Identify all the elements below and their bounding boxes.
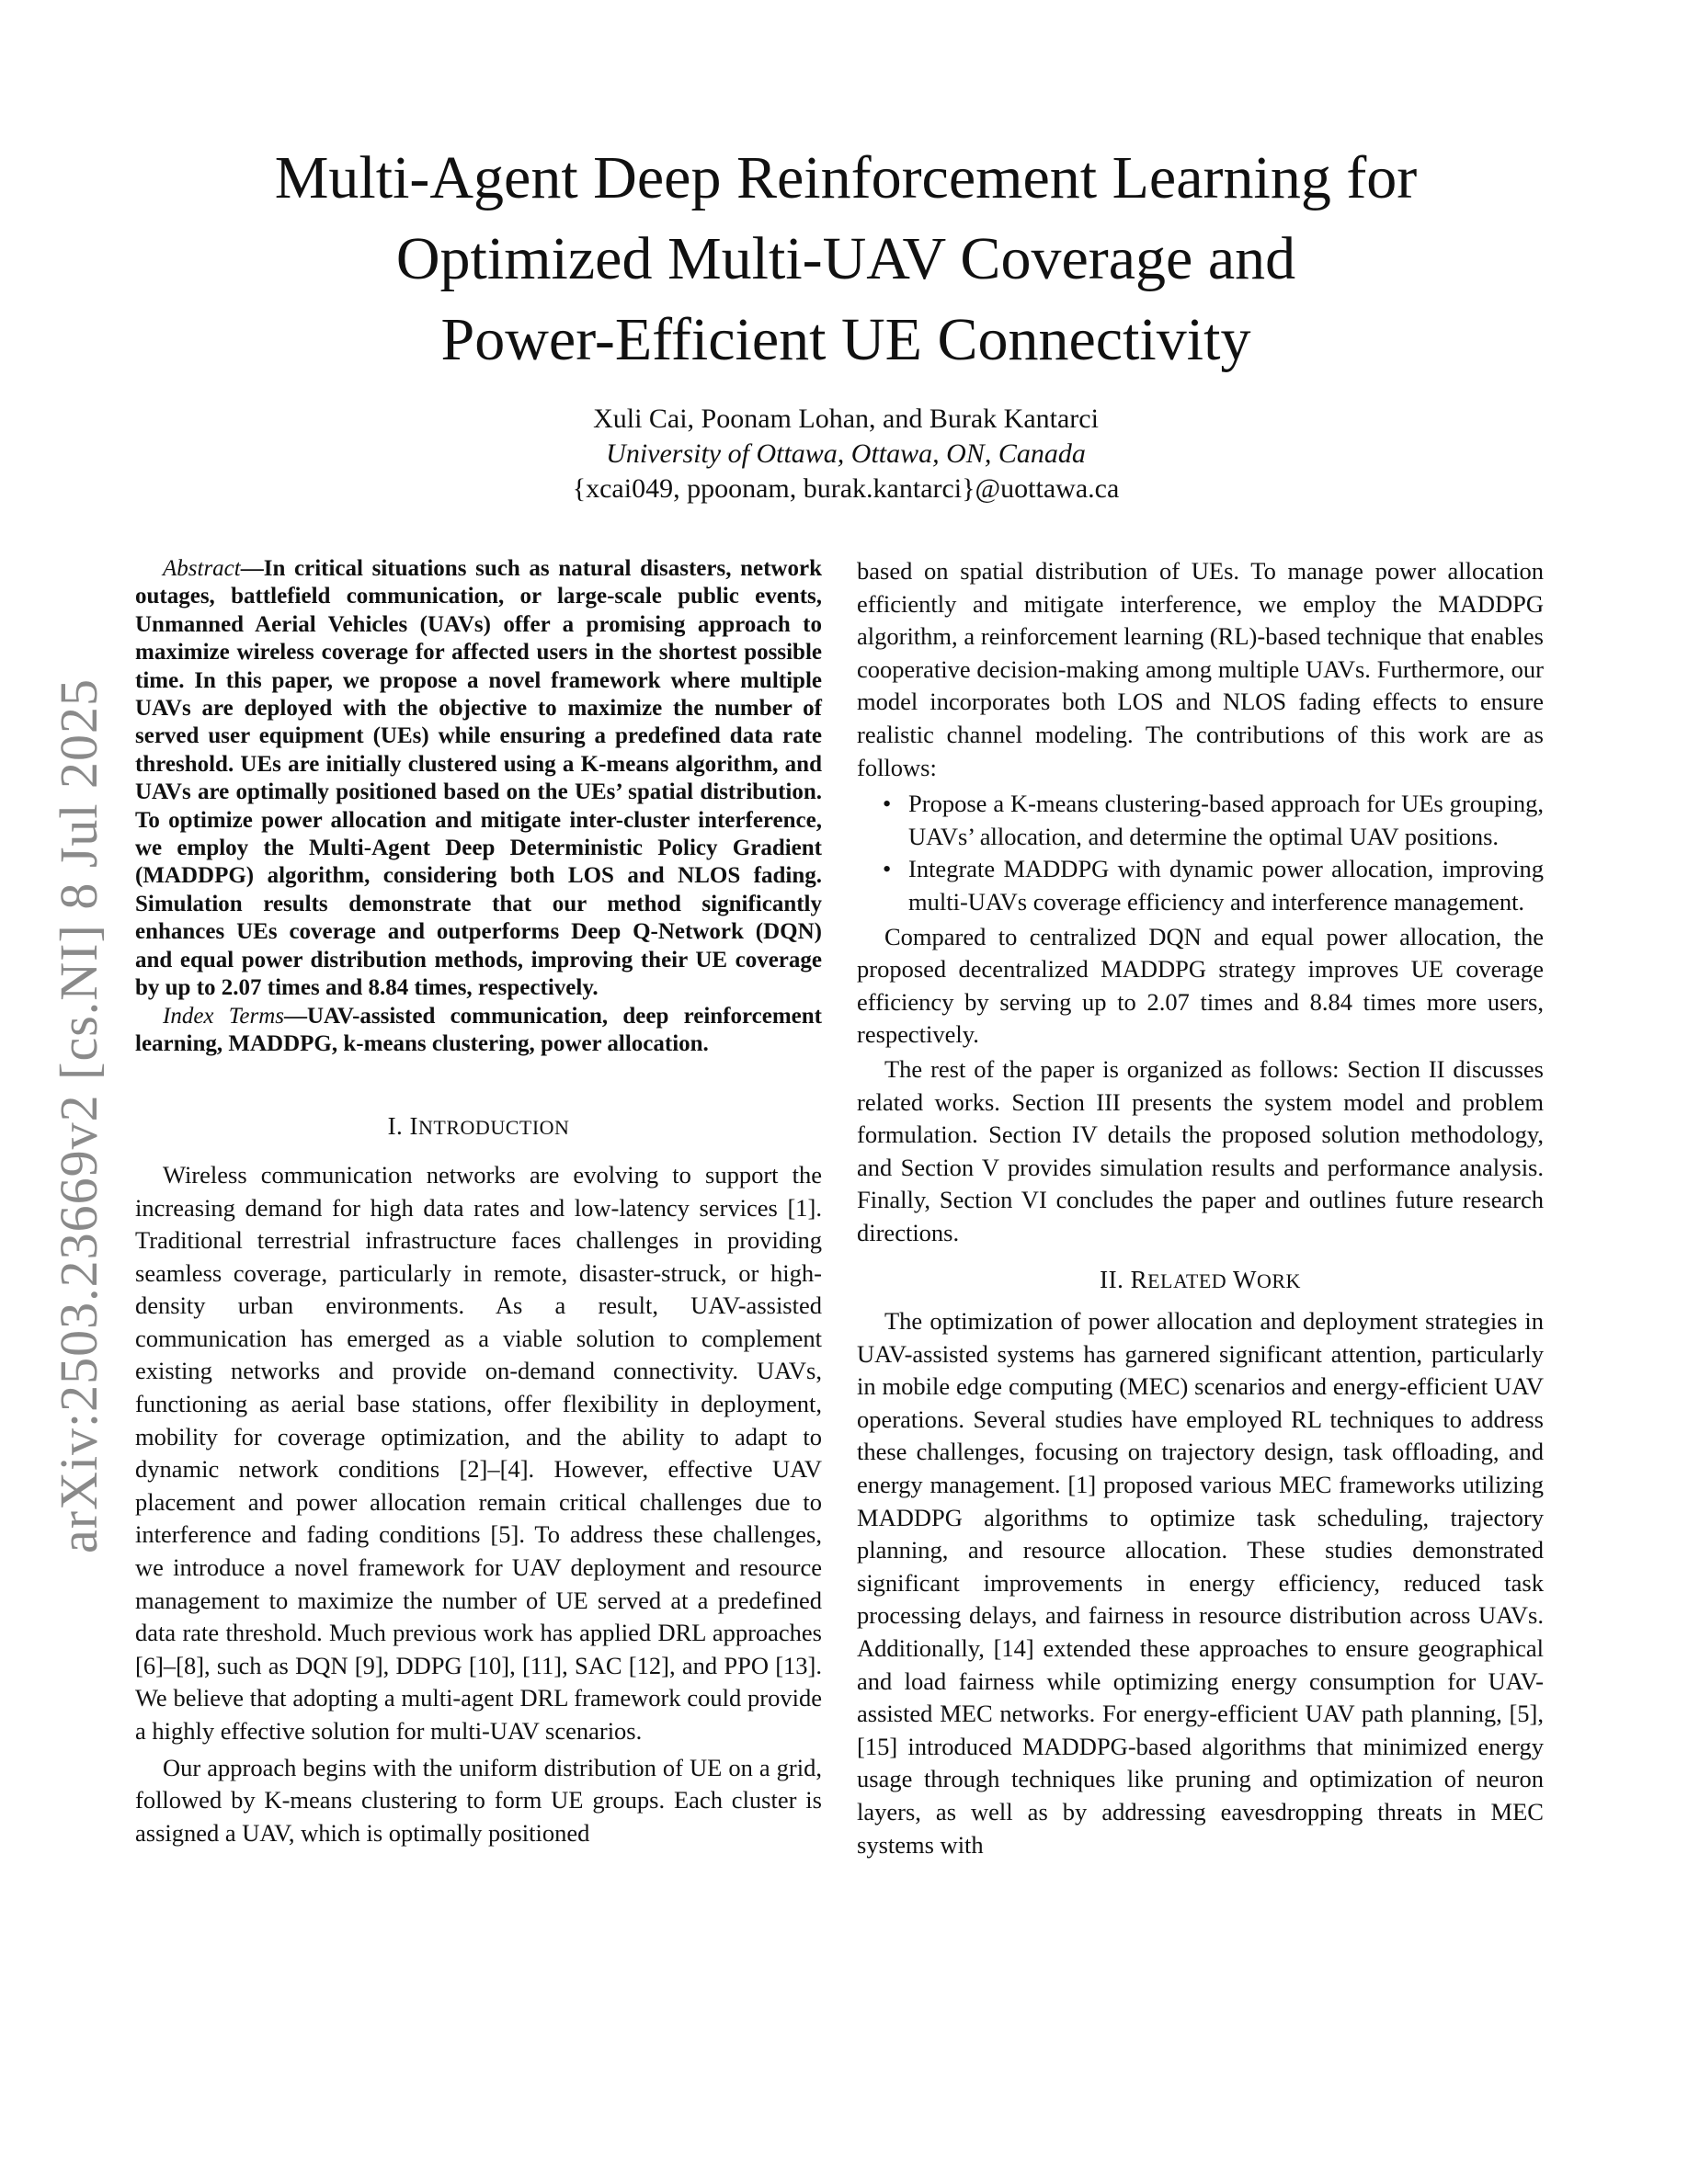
abstract-text: —In critical situations such as natural disasters, network outages, battlefield communication, or large-scale public events, Unmanned Aerial Vehicles (UAVs) offer a promising approach to maximize wireless coverage for affected users in the shortest possible time. In this paper, we propose a novel framework where multiple UAVs are deployed with the objective to maximize the number of served user equipment (UEs) while ensuring a predefined data rate threshold. UEs are initially clustered using a K-means algorithm, and UAVs are optimally positioned based on the UEs’ spatial distribution. To optimize power allocation and mitigate inter-cluster interference, we employ the Multi-Agent Deep Deterministic Policy Gradient (MADDPG) algorithm, considering both LOS and NLOS fading. Simulation results demonstrate that our method significantly enhances UEs coverage and outperforms Deep Q-Network (DQN) and equal power distribution methods, improving their UE coverage by up to 2.07 times and 8.84 times, respectively. — [135, 556, 822, 1001]
arxiv-identifier: arXiv:2503.23669v2 [cs.NI] 8 Jul 2025 — [49, 677, 108, 1553]
left-column — [135, 555, 822, 1849]
abstract-lead: Abstract — [163, 556, 241, 581]
intro-paragraph-organization: The rest of the paper is organized as follows: Section II discusses related works. Section III presents the system model and problem formulation. Section IV details the proposed solution methodology, and Section V provides simulation results and performance analysis. Finally, Section VI concludes the paper and outlines future research directions. — [857, 1054, 1544, 1246]
section-1-number: I. I — [387, 1112, 419, 1141]
section-2-name-cap: W — [1232, 1266, 1257, 1294]
title-line-3: Power-Efficient UE Connectivity — [440, 306, 1251, 373]
intro-paragraph-2-continued: based on spatial distribution of UEs. To manage power allocation efficiently and mitigate interference, we employ the MADDPG algorithm, a reinforcement learning (RL)-based technique that enables cooperative decision-making among multiple UAVs. Furthermore, our model incorporates both LOS and NLOS fading effects to ensure realistic channel modeling. The contributions of this work are as follows: — [857, 557, 1544, 781]
section-heading-related-work — [857, 1264, 1544, 1298]
intro-paragraph-1: Wireless communication networks are evolving to support the increasing demand for high data rates and low-latency services [1]. Traditional terrestrial infrastructure faces challenges in providing seamless coverage, particularly in remote, disaster-struck, or high-density urban environments. As a result, UAV-assisted communication has emerged as a viable solution to complement existing networks and provide on-demand connectivity. UAVs, functioning as aerial base stations, offer flexibility in deployment, mobility for coverage optimization, and the ability to adapt to dynamic network conditions [2]–[4]. However, effective UAV placement and power allocation remain critical challenges due to interference and fading conditions [5]. To address these challenges, we introduce a novel framework for UAV deployment and resource management to maximize the number of UE served at a predefined data rate threshold. Much previous work has applied DRL approaches [6]–[8], such as DQN [9], DDPG [10], [11], SAC [12], and PPO [13]. We believe that adopting a multi-agent DRL framework could provide a highly effective solution for multi-UAV scenarios. — [135, 1160, 822, 1745]
paper-title — [138, 138, 1554, 381]
bullet-icon: • — [883, 790, 892, 818]
author-names: Xuli Cai, Poonam Lohan, and Burak Kantarci — [593, 404, 1099, 434]
index-terms-text: —UAV-assisted communication, deep reinforcement learning, MADDPG, k-means clustering, power allocation. — [135, 1003, 822, 1056]
author-block — [138, 402, 1554, 506]
section-2-name-a: ELATED — [1147, 1269, 1227, 1293]
right-column — [857, 555, 1544, 1861]
bullet-icon: • — [883, 855, 892, 883]
section-2-name-b: ORK — [1256, 1269, 1301, 1293]
title-line-2: Optimized Multi-UAV Coverage and — [395, 225, 1296, 292]
intro-paragraph-compare: Compared to centralized DQN and equal power allocation, the proposed decentralized MADDPG strategy improves UE coverage efficiency by serving up to 2.07 times and 8.84 times more users, respectively. — [857, 922, 1544, 1049]
section-heading-introduction — [135, 1110, 822, 1144]
contribution-list — [857, 788, 1544, 918]
related-work-paragraph-1: The optimization of power allocation and deployment strategies in UAV-assisted systems has garnered significant attention, particularly in mobile edge computing (MEC) scenarios and energy-efficient UAV operations. Several studies have employed RL techniques to address these challenges, focusing on trajectory design, task offloading, and energy management. [1] proposed various MEC frameworks utilizing MADDPG algorithms to optimize task scheduling, trajectory planning, and resource allocation. These studies demonstrated significant improvements in energy efficiency, reduced task processing delays, and fairness in resource distribution across UAVs. Additionally, [14] extended these approaches to ensure geographical and load fairness while optimizing energy consumption for UAV-assisted MEC networks. For energy-efficient UAV path planning, [5], [15] introduced MADDPG-based algorithms that minimized energy usage through techniques like pruning and optimization of neuron layers, as well as by addressing eavesdropping threats in MEC systems with — [857, 1307, 1544, 1859]
section-1-name: NTRODUCTION — [418, 1116, 570, 1140]
index-terms-lead: Index Terms — [163, 1003, 284, 1029]
section-2-number: II. R — [1100, 1266, 1148, 1294]
index-terms — [135, 1003, 822, 1059]
intro-paragraph-2: Our approach begins with the uniform distribution of UE on a grid, followed by K-means clustering to form UE groups. Each cluster is assigned a UAV, which is optimally positioned — [135, 1753, 822, 1847]
abstract — [135, 555, 822, 1003]
author-emails: {xcai049, ppoonam, burak.kantarci}@uottawa.ca — [572, 473, 1120, 504]
contribution-text-1: Propose a K-means clustering-based approach for UEs grouping, UAVs’ allocation, and determine the optimal UAV positions. — [908, 790, 1544, 850]
contribution-item-2 — [857, 853, 1544, 918]
contribution-item-1 — [857, 788, 1544, 853]
title-line-1: Multi-Agent Deep Reinforcement Learning for — [274, 144, 1418, 211]
contribution-text-2: Integrate MADDPG with dynamic power allocation, improving multi-UAVs coverage efficiency and interference management. — [908, 855, 1544, 916]
affiliation: University of Ottawa, Ottawa, ON, Canada — [606, 438, 1086, 469]
